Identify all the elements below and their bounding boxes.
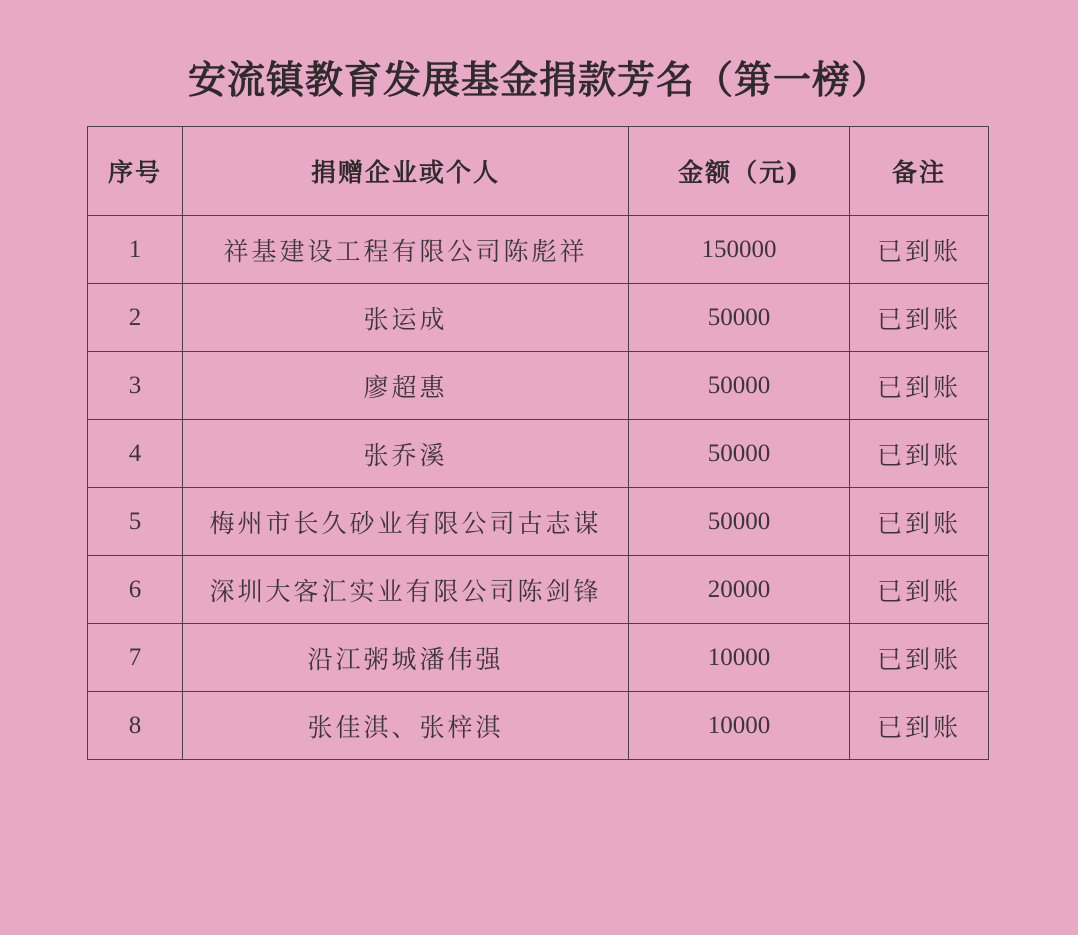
- row-note: 已到账: [850, 216, 989, 284]
- row-serial-number: 2: [88, 284, 183, 352]
- row-donor: 廖超惠: [183, 352, 629, 420]
- page-title: 安流镇教育发展基金捐款芳名（第一榜）: [187, 57, 890, 102]
- table-header-row: [88, 127, 989, 216]
- row-serial-number: 4: [88, 420, 183, 488]
- row-note: 已到账: [850, 284, 989, 352]
- row-donor: 张佳淇、张梓淇: [183, 692, 629, 760]
- header-donor: 捐赠企业或个人: [183, 127, 629, 216]
- row-donor: 沿江粥城潘伟强: [183, 624, 629, 692]
- row-note: 已到账: [850, 420, 989, 488]
- header-serial-number: 序号: [88, 127, 183, 216]
- row-donor: 深圳大客汇实业有限公司陈剑锋: [183, 556, 629, 624]
- row-serial-number: 7: [88, 624, 183, 692]
- row-donor: 祥基建设工程有限公司陈彪祥: [183, 216, 629, 284]
- header-note: 备注: [850, 127, 989, 216]
- row-amount: 50000: [629, 284, 850, 352]
- table-row: [88, 216, 989, 284]
- row-amount: 50000: [629, 352, 850, 420]
- table-row: [88, 352, 989, 420]
- table-row: [88, 284, 989, 352]
- row-donor: 张乔溪: [183, 420, 629, 488]
- table-row: [88, 556, 989, 624]
- row-note: 已到账: [850, 692, 989, 760]
- row-amount: 50000: [629, 488, 850, 556]
- row-amount: 50000: [629, 420, 850, 488]
- header-amount: 金额（元): [629, 127, 850, 216]
- row-serial-number: 3: [88, 352, 183, 420]
- row-amount: 10000: [629, 624, 850, 692]
- row-note: 已到账: [850, 624, 989, 692]
- row-serial-number: 1: [88, 216, 183, 284]
- row-serial-number: 5: [88, 488, 183, 556]
- table-row: [88, 692, 989, 760]
- table-row: [88, 624, 989, 692]
- row-amount: 150000: [629, 216, 850, 284]
- row-donor: 梅州市长久砂业有限公司古志谋: [183, 488, 629, 556]
- table-row: [88, 420, 989, 488]
- row-serial-number: 6: [88, 556, 183, 624]
- donation-table: [87, 126, 989, 760]
- row-amount: 20000: [629, 556, 850, 624]
- row-note: 已到账: [850, 352, 989, 420]
- row-note: 已到账: [850, 556, 989, 624]
- table-row: [88, 488, 989, 556]
- row-serial-number: 8: [88, 692, 183, 760]
- row-note: 已到账: [850, 488, 989, 556]
- row-amount: 10000: [629, 692, 850, 760]
- row-donor: 张运成: [183, 284, 629, 352]
